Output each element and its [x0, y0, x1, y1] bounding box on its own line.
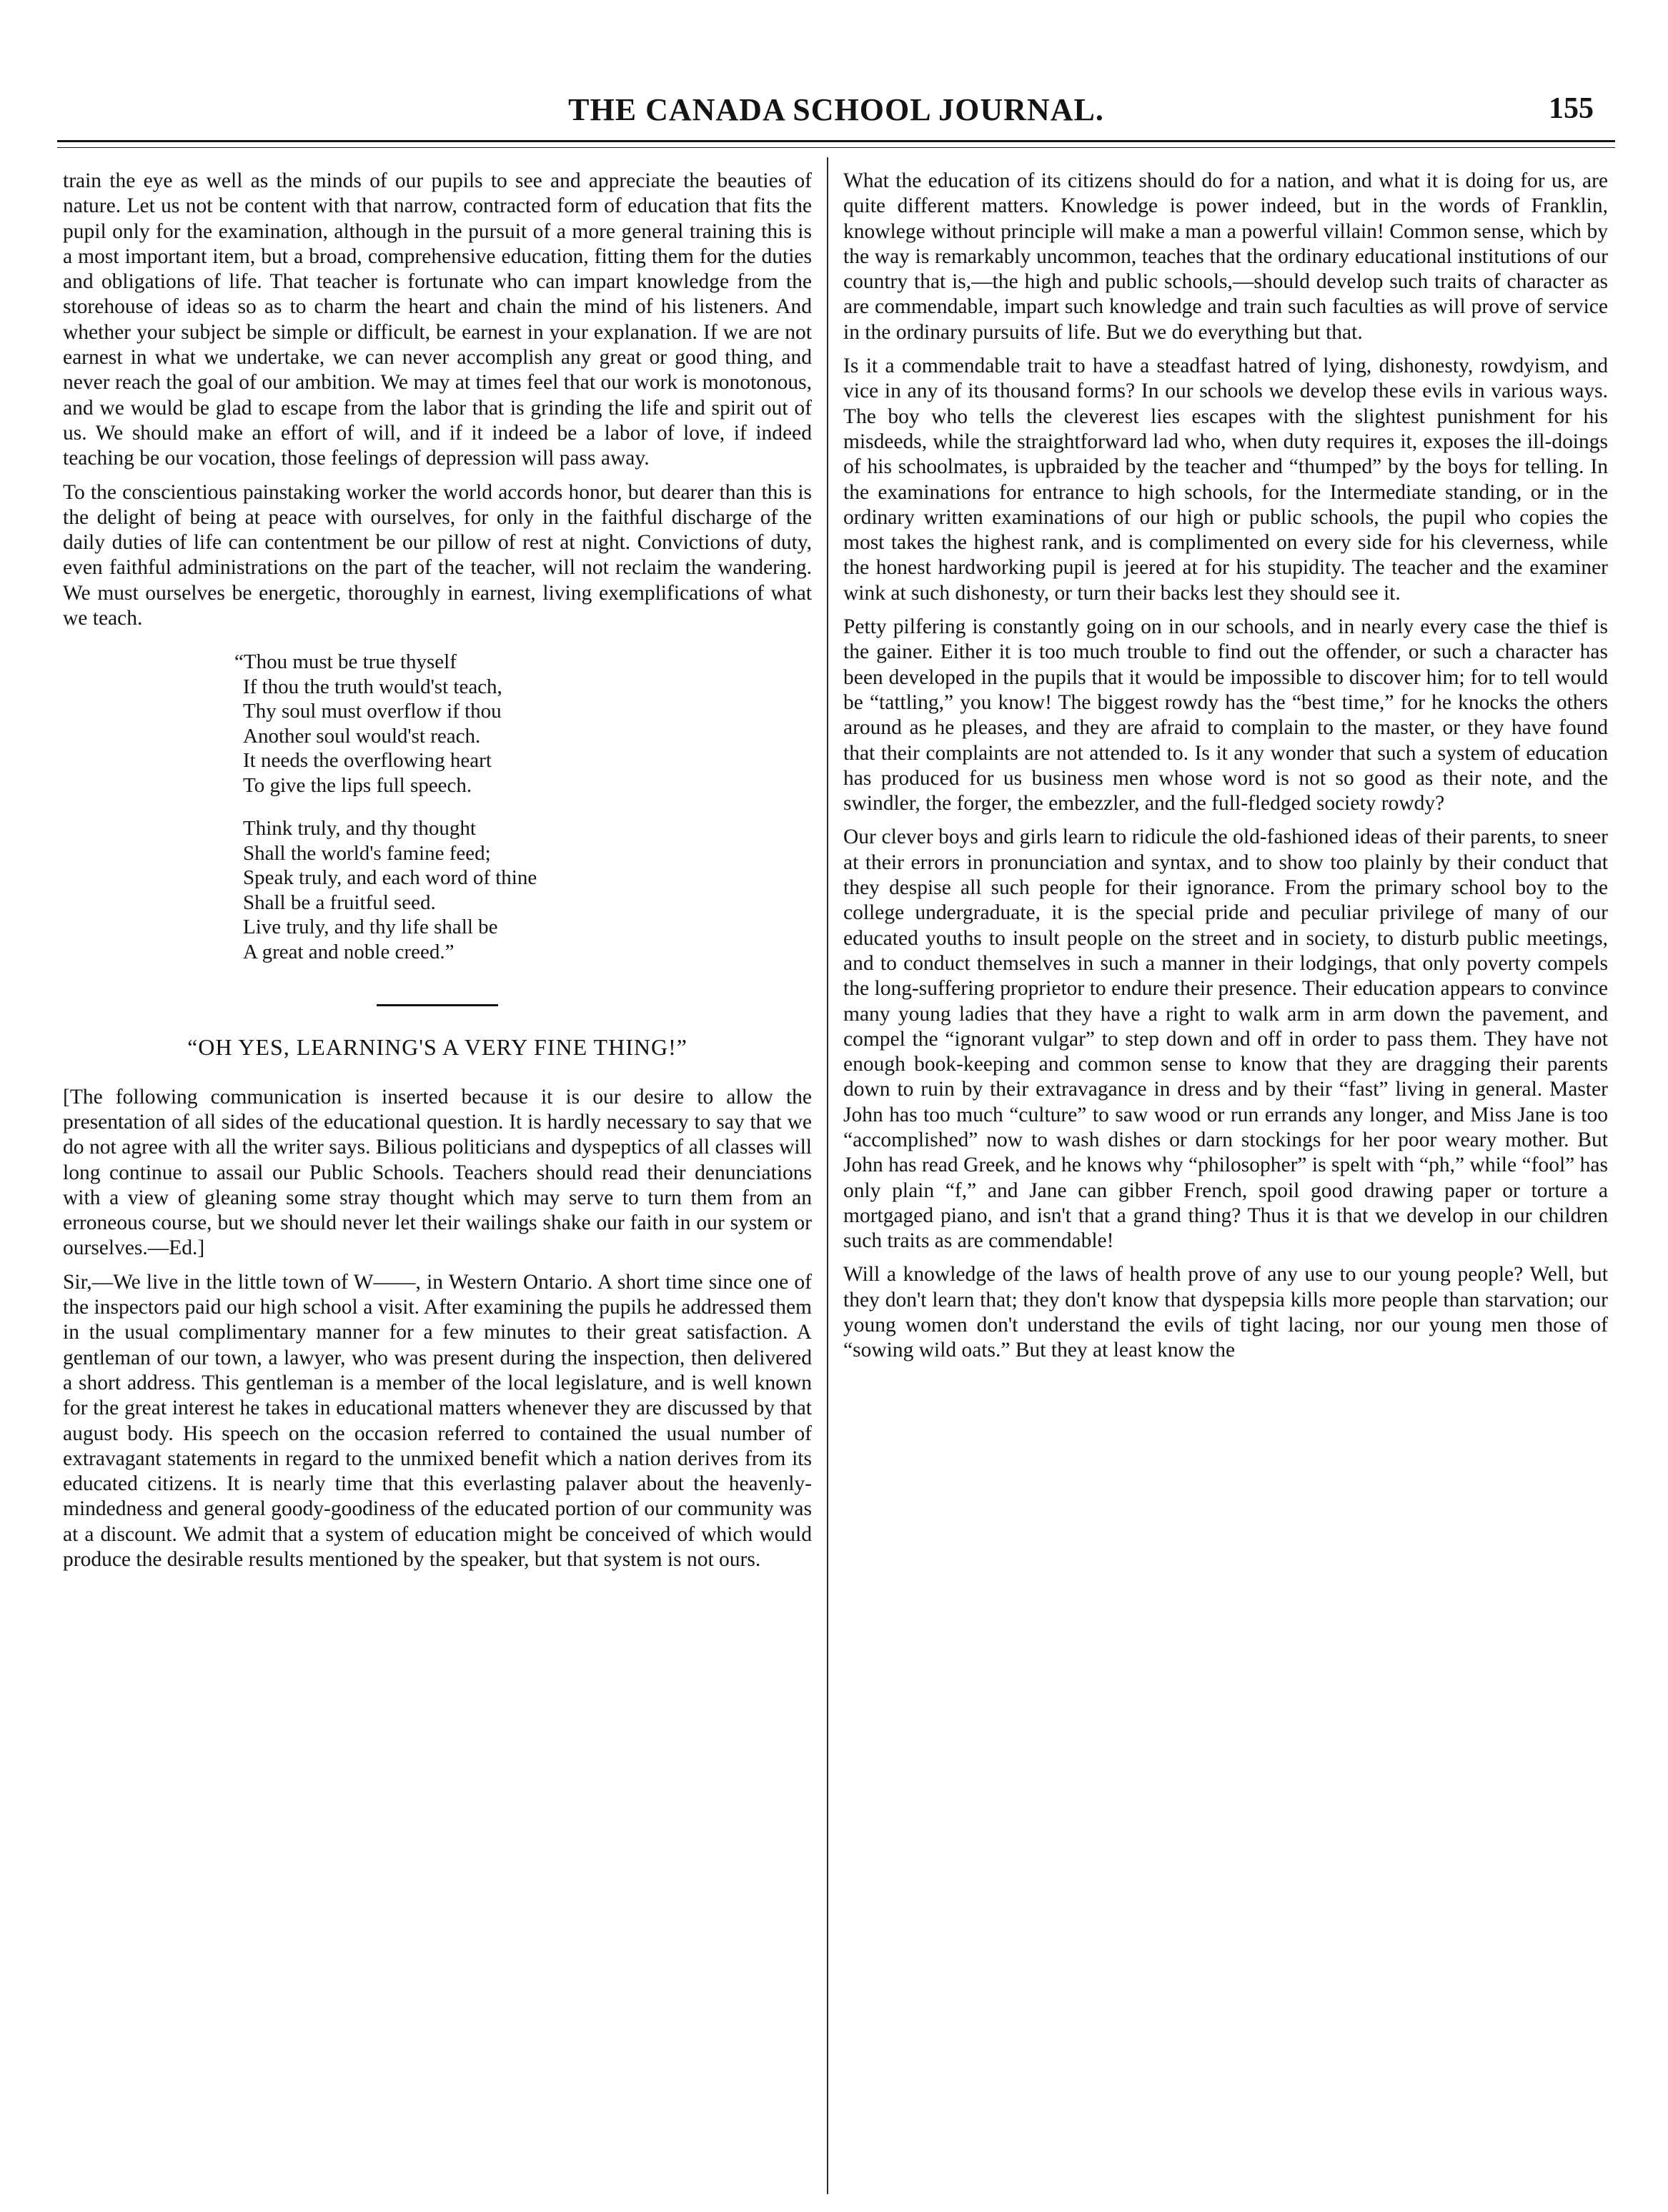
poem-line: Live truly, and thy life shall be	[243, 916, 498, 939]
header-rule-thick	[57, 140, 1615, 142]
poem-stanza	[234, 650, 812, 798]
column-divider	[827, 157, 828, 2194]
page-number: 155	[1549, 92, 1594, 125]
poem-line: “Thou must be true thyself	[234, 650, 457, 674]
poem-line: Shall be a fruitful seed.	[243, 891, 436, 914]
poem-line: Speak truly, and each word of thine	[243, 866, 537, 890]
header-rule-thin	[57, 147, 1615, 148]
letter-paragraph: Our clever boys and girls learn to ridicule the old-fashioned ideas of their parents, to sneer at their errors in pronunciation and syntax, and to show too plainly by their conduct that they despise all such people for their ignorance. From the primary school boy to the college undergraduate, it is the special pride and peculiar privilege of many of our educated youths to insult people on the street and in society, to disturb public meetings, and to conduct themselves in such a manner in their lodgings, that only poverty compels the long-suffering proprietor to endure their presence. Their education appears to convince many young ladies that they have a right to walk arm in arm down the pavement, and compel the “ignorant vulgar” to step down and off in order to pass them. They have not enough book-keeping and common sense to know that they are dragging their parents down to ruin by their extravagance in dress and by their “fast” living in general. Master John has too much “culture” to saw wood or run errands any longer, and Miss Jane is too “accomplished” now to wash dishes or darn stockings for her poor weary mother. But John has read Greek, and he knows why “philosopher” is spelt with “ph,” while “fool” has only plain “f,” and Jane can gibber French, spoil good drawing paper or torture a mortgaged piano, and isn't that a grand thing? Thus it is that we develop in our children such traits as are commendable!	[843, 825, 1608, 1253]
poem-stanza	[234, 816, 812, 964]
poem-line: If thou the truth would'st teach,	[243, 675, 502, 698]
article-heading: “OH YES, LEARNING'S A VERY FINE THING!”	[187, 1034, 687, 1061]
letter-paragraph: Sir,—We live in the little town of W——, in Western Ontario. A short time since one of the inspectors paid our high school a visit. After examining the pupils he addressed them in the usual complimentary manner for a few minutes to their great satisfaction. A gentleman of our town, a lawyer, who was present during the inspection, then delivered a short address. This gentleman is a member of the local legislature, and is well known for the great interest he takes in educational matters whenever they are discussed by that august body. His speech on the occasion referred to contained the usual number of extravagant statements in regard to the unmixed benefit which a nation derives from its educated citizens. It is nearly time that this everlasting palaver about the heavenly-mindedness and general goody-goodiness of the educated portion of our community was at a discount. We admit that a system of education might be conceived of which would produce the desirable results mentioned by the speaker, but that system is not ours.	[63, 1270, 812, 1571]
letter-paragraph: Will a knowledge of the laws of health prove of any use to our young people? Well, but they don't learn that; they don't know that dyspepsia kills more people than starvation; our young women don't understand the evils of tight lacing, nor our young men those of “sowing wild oats.” But they at least know the	[843, 1263, 1608, 1362]
right-column	[843, 169, 1608, 1372]
poem-line: A great and noble creed.”	[243, 940, 455, 963]
poem-quote	[234, 650, 812, 964]
left-column	[63, 169, 812, 1581]
poem-line: To give the lips full speech.	[243, 773, 472, 797]
letter-paragraph: What the education of its citizens should do for a nation, and what it is doing for us, are quite different matters. Knowledge is power indeed, but in the words of Franklin, knowlege without principle will make a man a powerful villain! Common sense, which by the way is remarkably uncommon, teaches that the ordinary educational institutions of our country that is,—the high and public schools,—should develop such traits of character as are commendable, impart such knowledge and train such faculties as will prove of service in the ordinary pursuits of life. But we do everything but that.	[843, 169, 1608, 344]
article-paragraph: train the eye as well as the minds of our pupils to see and appreciate the beauties of nature. Let us not be content with that narrow, contracted form of education that fits the pupil only for the examination, although in the pursuit of a more general training this is a most important item, but a broad, comprehensive education, fitting them for the duties and obligations of life. That teacher is fortunate who can impart knowledge from the storehouse of ideas so as to charm the heart and chain the mind of his listeners. And whether your subject be simple or difficult, be earnest in your explanation. If we are not earnest in what we undertake, we can never accomplish any great or good thing, and never reach the goal of our ambition. We may at times feel that our work is monotonous, and we would be glad to escape from the labor that is grinding the life and spirit out of us. We should make an effort of will, and if it indeed be a labor of love, if indeed teaching be our vocation, those feelings of depression will pass away.	[63, 169, 812, 470]
letter-paragraph: Is it a commendable trait to have a steadfast hatred of lying, dishonesty, rowdyism, and vice in any of its thousand forms? In our schools we develop these evils in various ways. The boy who tells the cleverest lies escapes with the slightest punishment for his misdeeds, while the straightforward lad who, when duty requires it, exposes the ill-doings of his schoolmates, is upbraided by the teacher and “thumped” by the boys for telling. In the examinations for entrance to high schools, for the Intermediate standing, or in the ordinary written examinations of our high or public schools, the pupil who copies the most takes the highest rank, and is complimented on every side for his cleverness, while the honest hardworking pupil is jeered at for his stupidity. The teacher and the examiner wink at such dishonesty, or turn their backs lest they should see it.	[843, 354, 1608, 605]
poem-line: Shall the world's famine feed;	[243, 841, 491, 865]
journal-title: THE CANADA SCHOOL JOURNAL.	[568, 92, 1104, 127]
page-header	[57, 91, 1615, 134]
section-separator	[377, 1004, 498, 1006]
poem-line: Thy soul must overflow if thou	[243, 700, 502, 723]
article-paragraph: To the conscientious painstaking worker the world accords honor, but dearer than this is the delight of being at peace with ourselves, for only in the faithful discharge of the daily duties of life can contentment be our pillow of rest at night. Convictions of duty, even faithful administrations on the part of the teacher, will not reclaim the wandering. We must ourselves be energetic, thoroughly in earnest, living exemplifications of what we teach.	[63, 480, 812, 630]
poem-line: Another soul would'st reach.	[243, 724, 481, 748]
poem-line: It needs the overflowing heart	[243, 749, 492, 773]
editor-note: [The following communication is inserted because it is our desire to allow the presentation of all sides of the educational question. It is hardly necessary to say that we do not agree with all the writer says. Bilious politicians and dyspeptics of all classes will long continue to assail our Public Schools. Teachers should read their denunciations with a view of gleaning some stray thought which may serve to turn them from an erroneous course, but we should never let their wailings shake our faith in our system or ourselves.—Ed.]	[63, 1085, 812, 1260]
poem-line: Think truly, and thy thought	[243, 817, 476, 840]
letter-paragraph: Petty pilfering is constantly going on in our schools, and in nearly every case the thief is the gainer. Either it is too much trouble to find out the offender, or such a character has been developed in the pupils that it would be impossible to discover him; for to tell would be “tattling,” you know! The biggest rowdy has the “best time,” for he knocks the others around as he pleases, and they are afraid to complain to the master, or they have found that their complaints are not attended to. Is it any wonder that such a system of education has produced for us business men whose word is not so good as their note, and the swindler, the forger, the embezzler, and the full-fledged society rowdy?	[843, 615, 1608, 815]
